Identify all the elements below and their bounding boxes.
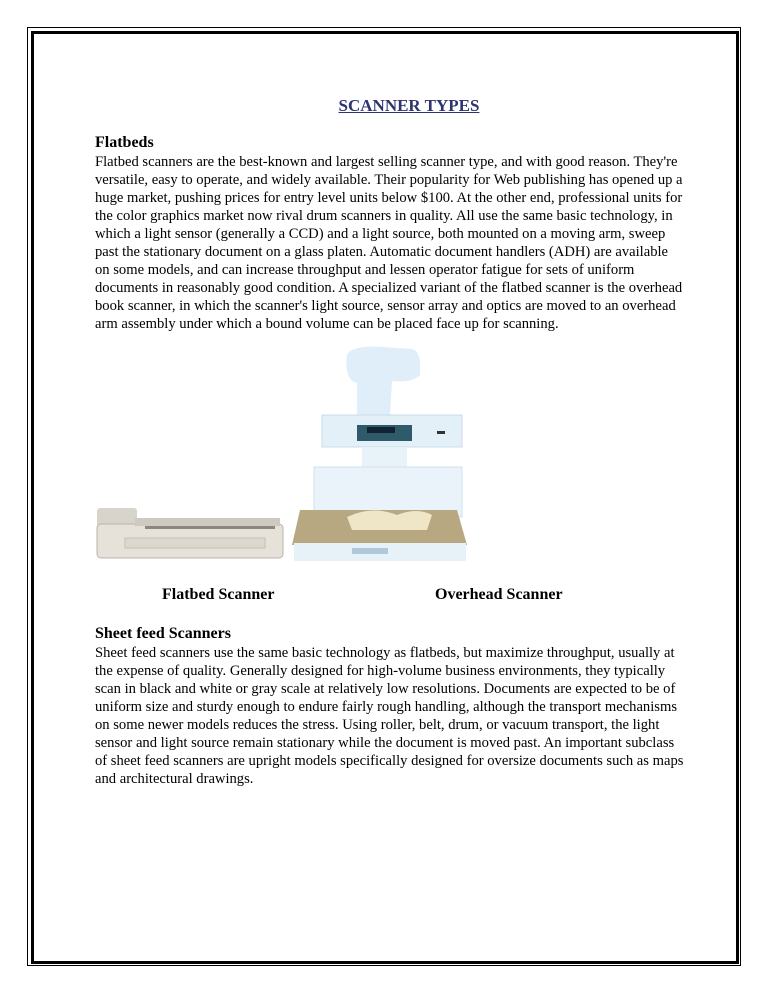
section-heading-sheet-feed: Sheet feed Scanners (95, 625, 231, 642)
flatbed-scanner-image (95, 500, 290, 562)
page-title: SCANNER TYPES (338, 96, 480, 115)
overhead-caption: Overhead Scanner (435, 586, 563, 603)
overhead-scanner-image (292, 345, 470, 567)
flatbed-caption: Flatbed Scanner (162, 586, 275, 603)
section-body-flatbeds: Flatbed scanners are the best-known and largest selling scanner type, and with good reason. They're versatile, easy to operate, and widely available. Their popularity for Web publishing has opened up a huge market, pushing prices for entry level units below $100. At the other end, professional units for the color graphics market now rival drum scanners in quality. All use the same basic technology, in which a light sensor (generally a CCD) and a light source, both mounted on a moving arm, sweep past the stationary document on a glass platen. Automatic document handlers (ADH) are available on some models, and can increase throughput and lessen operator fatigue for sets of uniform documents in reasonably good condition. A specialized variant of the flatbed scanner is the overhead book scanner, in which the scanner's light source, sensor array and optics are moved to an overhead arm assembly under which a bound volume can be placed face up for scanning. (95, 154, 683, 332)
section-heading-flatbeds: Flatbeds (95, 134, 154, 151)
section-body-sheet-feed: Sheet feed scanners use the same basic technology as flatbeds, but maximize throughput, usually at the expense of quality. Generally designed for high-volume business environments, they typically scan in black and white or gray scale at relatively low resolutions. Documents are expected to be of uniform size and sturdy enough to endure fairly rough handling, although the transport mechanisms on some newer models reduces the stress. Using roller, belt, drum, or vacuum transport, the light sensor and light source remain stationary while the document is moved past. An important subclass of sheet feed scanners are upright models specifically designed for oversize documents such as maps and architectural drawings. (95, 645, 684, 787)
